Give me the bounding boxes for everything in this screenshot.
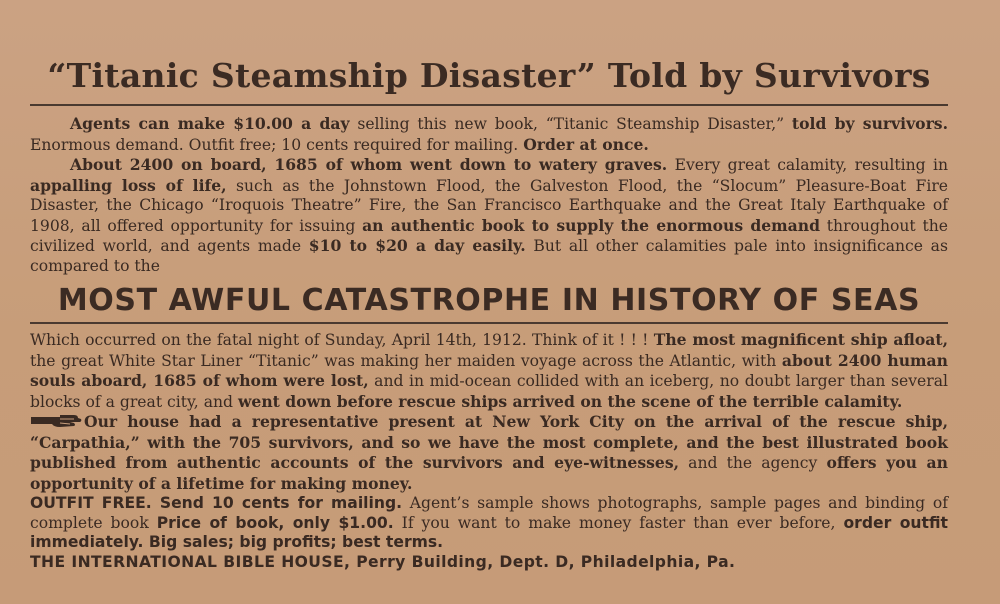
money-text: If you want to make money faster than ever before,	[393, 513, 844, 532]
disasters-list: such as the Johnstown Flood, the Galveston Flood, the “Slocum” Pleasure-Boat Fire Disaster, the Chicago “Iroquois Theatre” Fire, the San Francisco Earthquake and the Great Italy Earthquake of 1908, all offered opportunity for issuing	[30, 176, 948, 235]
iceberg-text: and in mid-ocean collided with an iceberg, no doubt larger than several blocks of a great city, and	[30, 372, 948, 411]
house-text: Our house had a representative present at New York City on the arrival of the rescue ship, “Carpathia,” with the 705 survivors, and so we have the most complete, and the best illustrated book published from authentic accounts of the survivors and eye-witnesses,	[30, 412, 948, 472]
souls-aboard: about 2400 human souls aboard, 1685 of whom were lost,	[30, 350, 948, 390]
white-star-text: the great White Star Liner “Titanic” was making her maiden voyage across the Atlantic, with	[30, 351, 782, 370]
outfit-free: OUTFIT FREE. Send 10 cents for mailing.	[30, 494, 403, 512]
agency-text: and the agency	[679, 454, 827, 472]
pale-text: But all other calamities pale into insignificance as compared to the	[30, 237, 948, 275]
headline: “Titanic Steamship Disaster” Told by Survivors	[47, 56, 931, 95]
fatal-night-text: Which occurred on the fatal night of Sunday, April 14th, 1912. Think of it ! ! !	[30, 331, 654, 349]
sample-text: Agent’s sample shows photographs, sample pages and binding of complete book	[30, 494, 948, 532]
ten-to-twenty: $10 to $20 a day easily.	[308, 236, 526, 255]
went-down: went down before rescue ships arrived on the scene of the terrible calamity.	[237, 391, 903, 411]
agents-paragraph	[30, 114, 948, 155]
pointing-hand-icon	[30, 414, 82, 428]
publisher-address: THE INTERNATIONAL BIBLE HOUSE, Perry Building, Dept. D, Philadelphia, Pa.	[30, 552, 736, 571]
outfit-paragraph	[30, 494, 948, 553]
watery-graves: About 2400 on board, 1685 of whom went down to watery graves.	[70, 155, 668, 174]
opportunity-text: offers you an opportunity of a lifetime for making money.	[30, 453, 949, 493]
order-at-once: Order at once.	[523, 134, 649, 154]
catastrophe-rule	[30, 322, 948, 324]
order-immediately: order outfit immediately. Big sales; big profits; best terms.	[30, 513, 948, 551]
civilized-world-text: throughout the civilized world, and agents made	[30, 216, 948, 255]
ad-body	[30, 114, 948, 572]
headline-rule	[30, 104, 948, 106]
house-paragraph	[30, 412, 948, 494]
appalling-loss: appalling loss of life,	[30, 175, 227, 195]
titanic-paragraph	[30, 330, 948, 412]
catastrophe-headline: MOST AWFUL CATASTROPHE IN HISTORY OF SEAS	[57, 283, 921, 318]
price-text: Price of book, only $1.00.	[156, 513, 394, 532]
told-by-survivors: told by survivors.	[791, 114, 948, 133]
agents-book-text: selling this new book, “Titanic Steamship Disaster,”	[349, 115, 792, 133]
calamities-paragraph	[30, 155, 948, 276]
authentic-book: an authentic book to supply the enormous demand	[362, 215, 821, 235]
magnificent-ship: The most magnificent ship afloat,	[653, 330, 948, 349]
outfit-free-text: Enormous demand. Outfit free; 10 cents required for mailing.	[30, 135, 524, 154]
agents-earnings: Agents can make $10.00 a day	[70, 114, 350, 133]
calamity-text: Every great calamity, resulting in	[667, 156, 948, 174]
